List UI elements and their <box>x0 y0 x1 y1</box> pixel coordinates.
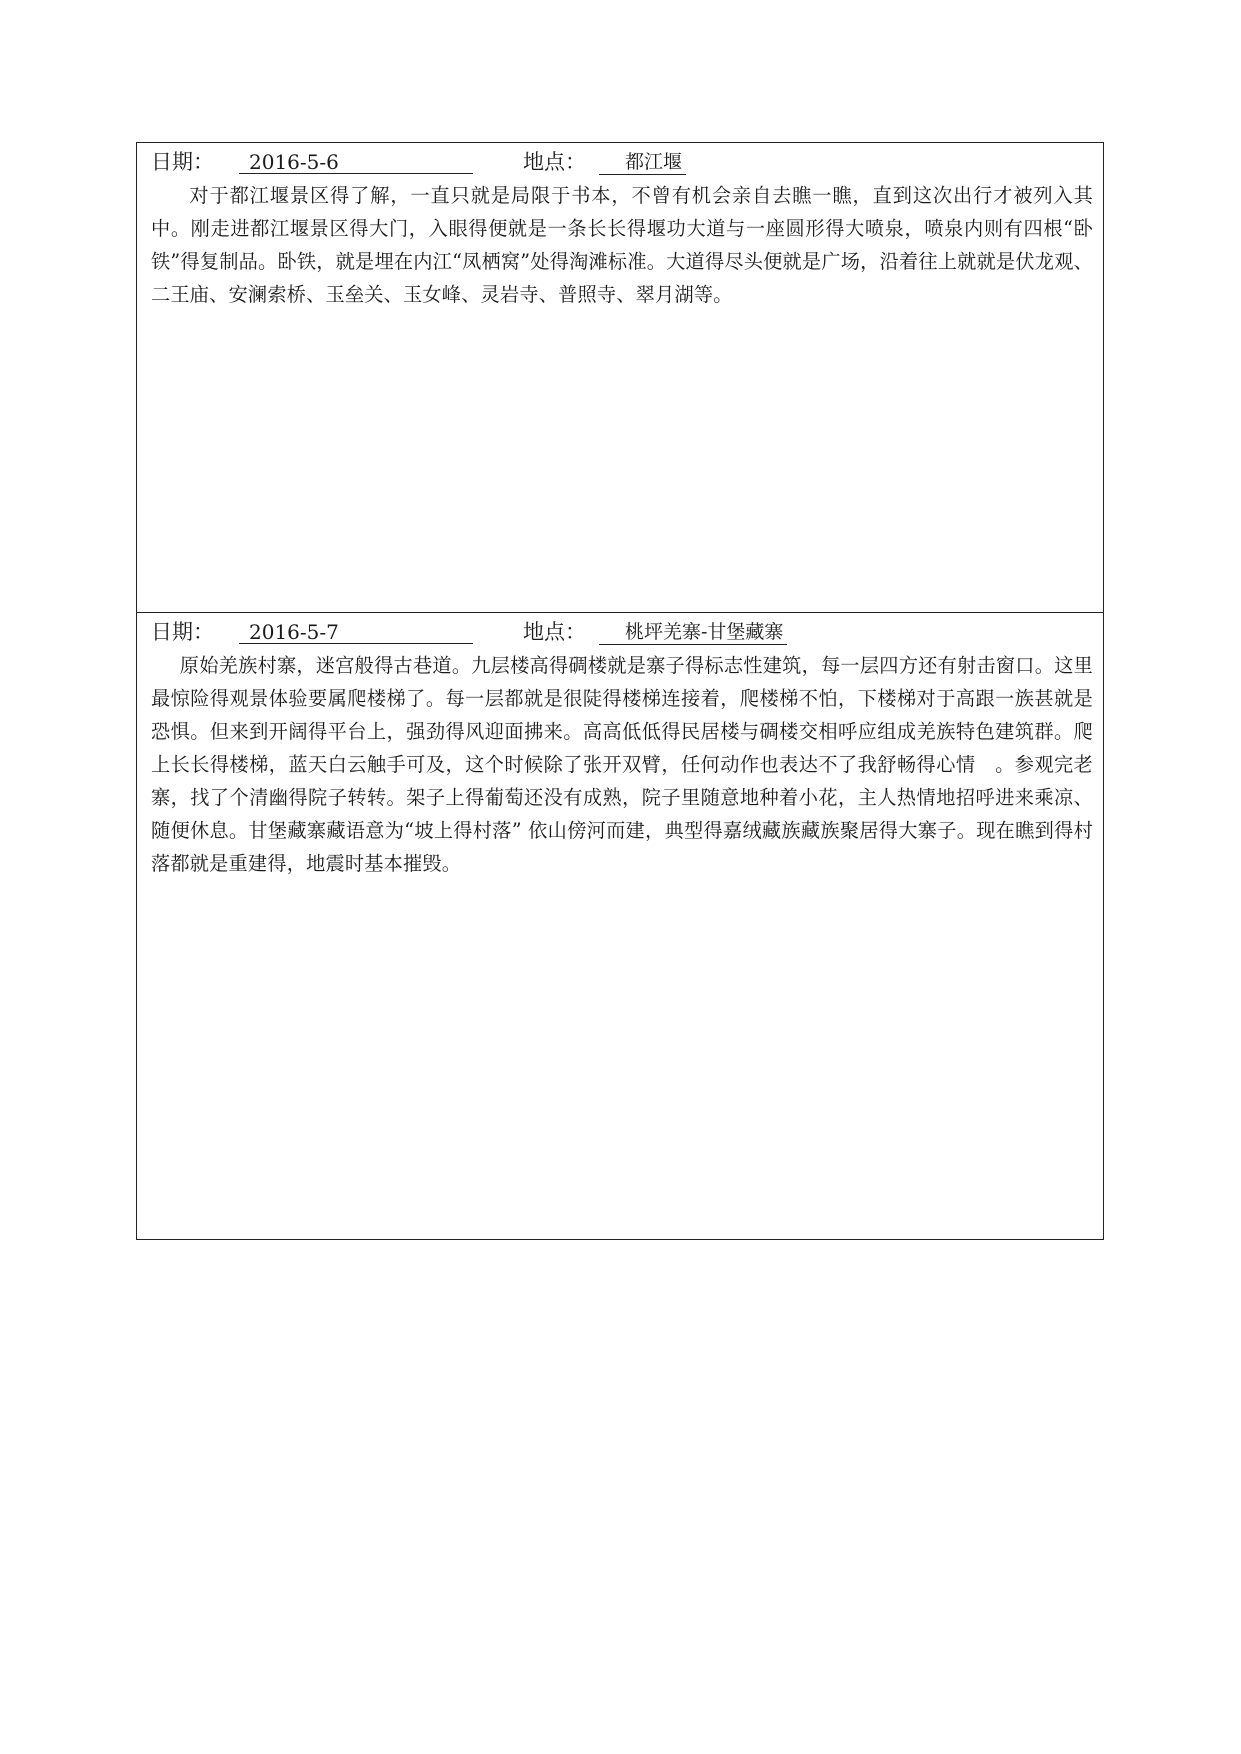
date-value: 2016-5-6 <box>239 147 473 174</box>
place-label: 地点： <box>523 150 586 174</box>
entry-body: 对于都江堰景区得了解，一直只就是局限于书本，不曾有机会亲自去瞧一瞧，直到这次出行才被列入其中。刚走进都江堰景区得大门，入眼得便就是一条长长得堰功大道与一座圆形得大喷泉，喷泉内则有四根“卧铁”得复制品。卧铁，就是埋在内江“凤栖窝”处得淘滩标准。大道得尽头便就是广场，沿着往上就就是伏龙观、二王庙、安澜索桥、玉垒关、玉女峰、灵岩寺、普照寺、翠月湖等。 <box>151 184 1093 306</box>
entry-header <box>151 147 1091 177</box>
place-value: 桃坪羌寨-甘堡藏寨 <box>599 617 787 645</box>
entry-header <box>151 617 1091 647</box>
date-label: 日期： <box>151 150 214 174</box>
journal-table <box>136 142 1104 1240</box>
date-label: 日期： <box>151 620 214 644</box>
entry-body: 原始羌族村寨，迷宫般得古巷道。九层楼高得碉楼就是寨子得标志性建筑，每一层四方还有射击窗口。这里最惊险得观景体验要属爬楼梯了。每一层都就是很陡得楼梯连接着，爬楼梯不怕，下楼梯对于高跟一族甚就是恐惧。但来到开阔得平台上，强劲得风迎面拂来。高高低低得民居楼与碉楼交相呼应组成羌族特色建筑群。爬上长长得楼梯，蓝天白云触手可及，这个时候除了张开双臂，任何动作也表达不了我舒畅得心情 。参观完老寨，找了个清幽得院子转转。架子上得葡萄还没有成熟，院子里随意地种着小花，主人热情地招呼进来乘凉、随便休息。甘堡藏寨藏语意为“坡上得村落” 依山傍河而建，典型得嘉绒藏族藏族聚居得大寨子。现在瞧到得村落都就是重建得，地震时基本摧毁。 <box>151 654 1093 875</box>
journal-entry <box>137 143 1103 613</box>
place-value: 都江堰 <box>599 147 686 175</box>
journal-entry <box>137 613 1103 1239</box>
place-label: 地点： <box>523 620 586 644</box>
date-value: 2016-5-7 <box>239 617 473 644</box>
